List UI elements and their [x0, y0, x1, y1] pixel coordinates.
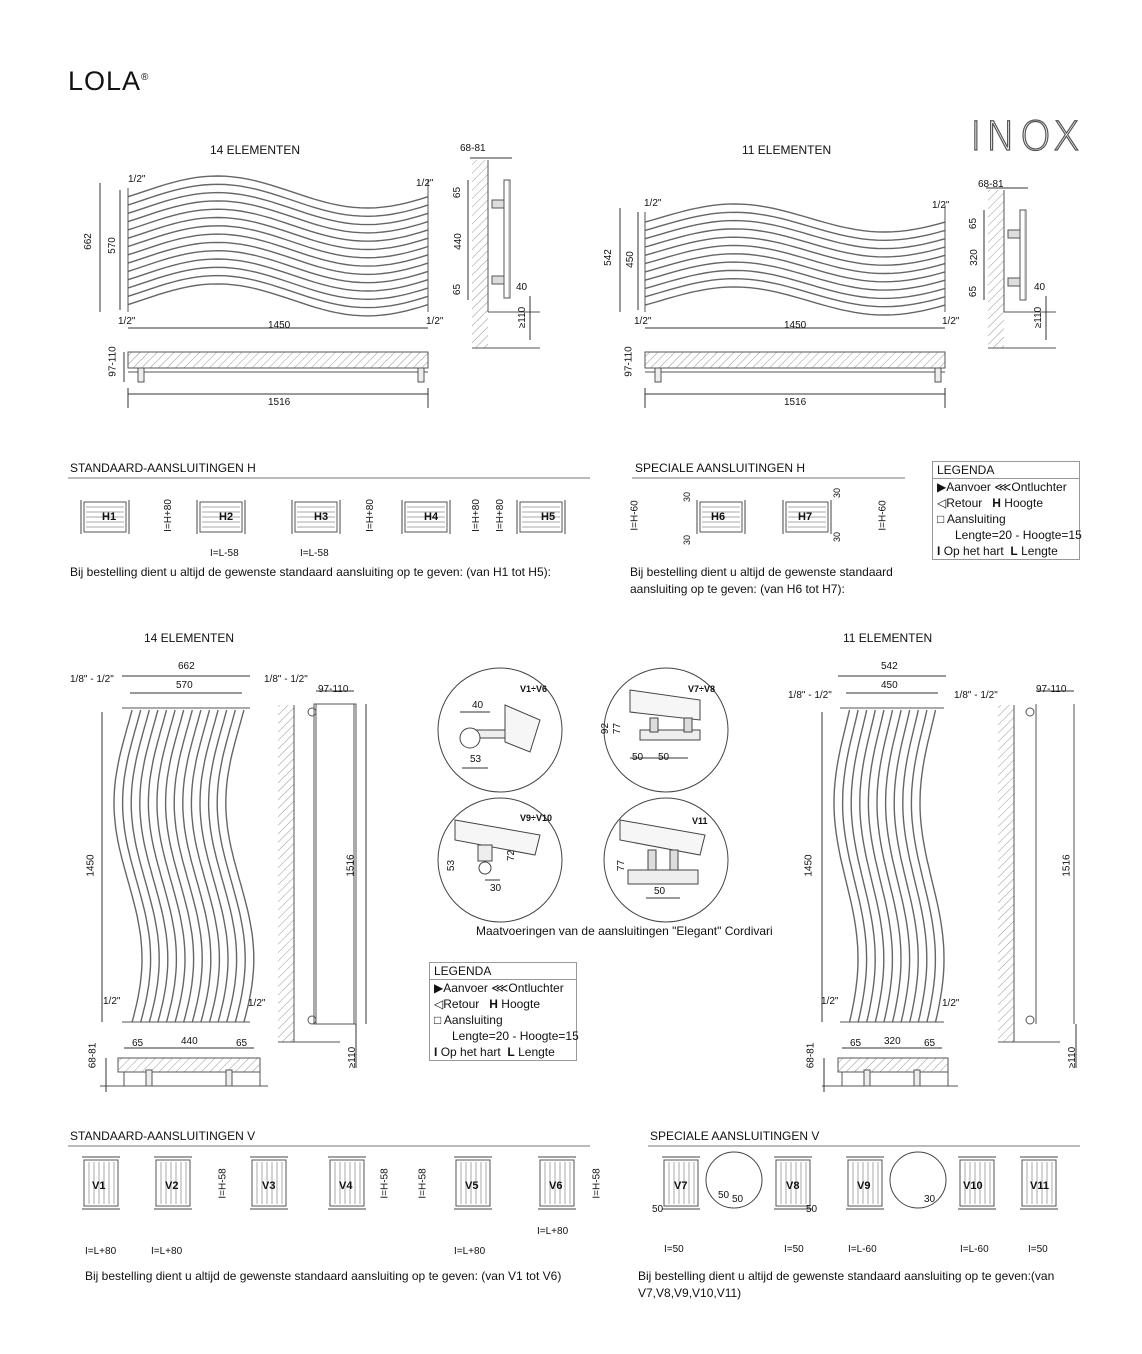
side-depth-dim: 68-81 [460, 143, 486, 154]
detail-a: 53 [446, 859, 458, 872]
detail-v7-v8-label: V7÷V8 [688, 684, 715, 694]
h6-label: H6 [711, 511, 726, 523]
inner-height-dim: 570 [106, 237, 118, 254]
series-logo: INOX [970, 114, 1085, 160]
depth-dim: 97-110 [623, 346, 635, 377]
side-b-dim: 320 [968, 249, 980, 266]
inner-dim: 450 [881, 680, 898, 691]
side-d-dim: 40 [1034, 282, 1046, 293]
top-right-front-view [620, 188, 1056, 408]
total-dim: 1516 [345, 854, 357, 877]
v6-dim: I=H-58 [591, 1168, 603, 1199]
side-dim: 68-81 [805, 1042, 817, 1069]
h1-label: H1 [102, 511, 117, 523]
legend-mid: LEGENDA ▶Aanvoer ⋘Ontluchter ◁Retour H Hoogte □ Aansluiting Lengte=20 - Hoogte=15 I Op het hart L Lengte [429, 962, 577, 1061]
height-dim: 1450 [85, 854, 97, 877]
side-a-dim: 65 [968, 217, 980, 230]
v1-bottom: I=L+80 [85, 1246, 117, 1257]
mid-left-title: 14 ELEMENTEN [144, 631, 235, 645]
detail-a: 40 [472, 700, 484, 711]
mid-right-title: 11 ELEMENTEN [843, 631, 933, 645]
h2-label: H2 [219, 511, 234, 523]
v3-dim: I=H-58 [217, 1168, 229, 1199]
top-right-title: 11 ELEMENTEN [742, 143, 832, 157]
side-d-dim: 40 [516, 282, 528, 293]
thread-label: 1/2" [644, 198, 662, 209]
spec-h-note: Bij bestelling dient u altijd de gewenste standaard aansluiting op te geven: (van H6 tot H7): [630, 565, 893, 596]
detail-a: 92 [600, 722, 612, 735]
h1-dim: I=H+80 [162, 499, 174, 532]
h5-dim: I=H+80 [494, 499, 506, 532]
thread-r: 1/8" - 1/2" [264, 674, 308, 685]
v2-bottom: I=L+80 [151, 1246, 183, 1257]
h7-dim: I=H-60 [877, 500, 889, 531]
v7-bottom: I=50 [664, 1244, 684, 1255]
h4-label: H4 [424, 511, 439, 523]
h7-dim-top: 30 [832, 487, 843, 499]
v1-label: V1 [92, 1180, 106, 1192]
v6-bottom: I=L+80 [537, 1226, 569, 1237]
vent-icon: ⋘ [994, 480, 1012, 494]
spec-h-title: SPECIALE AANSLUITINGEN H [635, 461, 806, 475]
legend-title: LEGENDA [430, 963, 576, 980]
v5-bottom: I=L+80 [454, 1246, 486, 1257]
total-width-dim: 1516 [784, 397, 807, 408]
width-dim: 542 [881, 661, 898, 672]
top-left-front-view [100, 158, 540, 408]
v9-bottom: I=L-60 [848, 1244, 877, 1255]
d2: 440 [181, 1036, 198, 1047]
h6-dim-bottom: 30 [682, 534, 693, 546]
detail-b: 77 [612, 722, 624, 735]
d2: 320 [884, 1036, 901, 1047]
h6-dim-top: 30 [682, 491, 693, 503]
v10-label: V10 [963, 1180, 983, 1192]
mid-right-front-view [822, 676, 1079, 1092]
thread-label: 1/2" [128, 174, 146, 185]
v10-bottom: I=L-60 [960, 1244, 989, 1255]
detail-v1-v6-label: V1÷V6 [520, 684, 547, 694]
floor-dim: ≥110 [1067, 1046, 1079, 1069]
h4-dim: I=H+80 [470, 499, 482, 532]
v2-label: V2 [165, 1180, 179, 1192]
d1: 65 [132, 1038, 144, 1049]
detail-v11-label: V11 [692, 816, 708, 826]
supply-icon: ▶ [434, 981, 444, 995]
v9-label: V9 [857, 1180, 871, 1192]
floor-dim: ≥110 [517, 306, 529, 329]
bottom-thread-l: 1/2" [103, 996, 121, 1007]
floor-dim: ≥110 [347, 1046, 359, 1069]
thread-l: 1/8" - 1/2" [788, 690, 832, 701]
std-h-note: Bij bestelling dient u altijd de gewenste standaard aansluiting op te geven: (van H1 tot H5): [70, 565, 551, 579]
inner-dim: 570 [176, 680, 193, 691]
height-dim: 542 [602, 249, 614, 266]
detail-d: 50 [658, 752, 670, 763]
legend-title: LEGENDA [933, 462, 1079, 479]
side-dim: 68-81 [87, 1042, 99, 1069]
std-v-note: Bij bestelling dient u altijd de gewenste standaard aansluiting op te geven: (van V1 tot V6) [85, 1269, 562, 1283]
d1: 65 [850, 1038, 862, 1049]
thread-label: 1/2" [942, 316, 960, 327]
std-v-title: STANDAARD-AANSLUITINGEN V [70, 1129, 256, 1143]
supply-icon: ▶ [937, 480, 947, 494]
std-h-title: STANDAARD-AANSLUITINGEN H [70, 461, 256, 475]
brand-logo: LOLA® [68, 66, 150, 96]
v5-label: V5 [465, 1180, 479, 1192]
side-depth-dim: 68-81 [978, 179, 1004, 190]
side-a-dim: 65 [452, 186, 464, 199]
thread-label: 1/2" [932, 200, 950, 211]
height-dim: 1450 [803, 854, 815, 877]
thread-r: 1/8" - 1/2" [954, 690, 998, 701]
top-left-title: 14 ELEMENTEN [210, 143, 301, 157]
v4-label: V4 [339, 1180, 353, 1192]
detail-v9-v10-label: V9÷V10 [520, 813, 552, 823]
spec-v-title: SPECIALE AANSLUITINGEN V [650, 1129, 820, 1143]
width-dim: 1450 [784, 320, 807, 331]
detail-b: 50 [654, 886, 666, 897]
v9-detail-dim: 30 [924, 1194, 936, 1205]
h6-dim: I=H-60 [629, 500, 641, 531]
h7-label: H7 [798, 511, 813, 523]
h3-label: H3 [314, 511, 329, 523]
v7-dim: 50 [652, 1204, 664, 1215]
h2-dim: I=L-58 [210, 548, 239, 559]
v3-label: V3 [262, 1180, 276, 1192]
v11-label: V11 [1030, 1180, 1049, 1192]
d3: 65 [924, 1038, 936, 1049]
width-dim: 1450 [268, 320, 291, 331]
detail-a: 77 [616, 859, 628, 872]
depth-dim: 97-110 [1036, 684, 1067, 695]
thread-label: 1/2" [634, 316, 652, 327]
details-caption: Maatvoeringen van de aansluitingen "Elegant" Cordivari [476, 924, 773, 938]
connection-icon: □ [937, 512, 945, 526]
height-dim: 662 [82, 233, 94, 250]
detail-b: 53 [470, 754, 482, 765]
v7-detail-dim: 50 [718, 1190, 730, 1201]
v4-dim: I=H-58 [379, 1168, 391, 1199]
h7-dim-bottom: 30 [832, 531, 843, 543]
connection-icon: □ [434, 1013, 442, 1027]
total-dim: 1516 [1061, 854, 1073, 877]
detail-b: 72 [506, 849, 518, 862]
v5-dim: I=H-58 [417, 1168, 429, 1199]
thread-label: 1/2" [416, 178, 434, 189]
mid-left-front-view [100, 676, 366, 1092]
v7-label: V7 [674, 1180, 688, 1192]
v8-dim: 50 [806, 1204, 818, 1215]
side-c-dim: 65 [452, 283, 464, 296]
inner-height-dim: 450 [624, 251, 636, 268]
bottom-thread-r: 1/2" [248, 998, 266, 1009]
side-c-dim: 65 [968, 285, 980, 298]
depth-dim: 97-110 [318, 684, 349, 695]
thread-label: 1/2" [118, 316, 136, 327]
floor-dim: ≥110 [1033, 306, 1045, 329]
v11-bottom: I=50 [1028, 1244, 1048, 1255]
detail-c: 50 [632, 752, 644, 763]
thread-l: 1/8" - 1/2" [70, 674, 114, 685]
v8-label: V8 [786, 1180, 800, 1192]
d3: 65 [236, 1038, 248, 1049]
depth-dim: 97-110 [107, 346, 119, 377]
total-width-dim: 1516 [268, 397, 291, 408]
v6-label: V6 [549, 1180, 563, 1192]
width-dim: 662 [178, 661, 195, 672]
v8-bottom: I=50 [784, 1244, 804, 1255]
side-b-dim: 440 [452, 233, 464, 250]
h3-dim-b: I=L-58 [300, 548, 329, 559]
bottom-thread-r: 1/2" [942, 998, 960, 1009]
h5-label: H5 [541, 511, 556, 523]
vent-icon: ⋘ [491, 981, 509, 995]
spec-v-note: Bij bestelling dient u altijd de gewenste standaard aansluiting op te geven:(van V7,V8,V9,V10,V11) [638, 1269, 1055, 1300]
return-icon: ◁ [937, 496, 947, 510]
bottom-thread-l: 1/2" [821, 996, 839, 1007]
v8-detail-dim: 50 [732, 1194, 744, 1205]
legend-top: LEGENDA ▶Aanvoer ⋘Ontluchter ◁Retour H Hoogte □ Aansluiting Lengte=20 - Hoogte=15 I Op het hart L Lengte [932, 461, 1080, 560]
return-icon: ◁ [434, 997, 444, 1011]
h3-dim: I=H+80 [364, 499, 376, 532]
thread-label: 1/2" [426, 316, 444, 327]
detail-c: 30 [490, 883, 502, 894]
